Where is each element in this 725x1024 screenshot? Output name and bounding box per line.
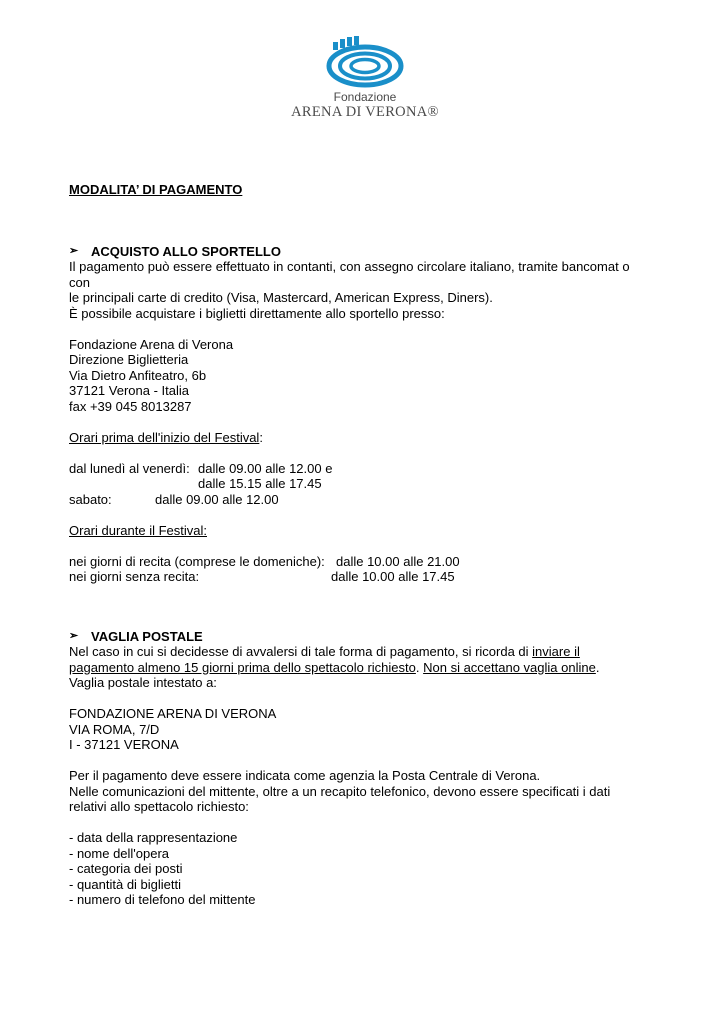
paragraph-line: Vaglia postale intestato a: — [69, 675, 217, 690]
section-heading-vaglia-text: VAGLIA POSTALE — [91, 628, 203, 644]
foundation-logo — [290, 36, 440, 126]
hours-performance-row — [69, 554, 669, 570]
address-line: I - 37121 VERONA — [69, 737, 179, 752]
arrow-bullet-icon: ➢ — [69, 244, 79, 257]
list-item: - quantità di biglietti — [69, 876, 182, 892]
hours-during-heading: Orari durante il Festival: — [69, 522, 207, 538]
address-line: 37121 Verona - Italia — [69, 383, 189, 398]
paragraph-line — [69, 644, 669, 660]
address-line: VIA ROMA, 7/D — [69, 721, 160, 737]
saturday-time: dalle 09.00 alle 12.00 — [155, 491, 279, 507]
text-run: . — [595, 659, 600, 675]
weekday-time-morning: dalle 09.00 alle 12.00 e — [198, 460, 333, 476]
paragraph-line: Il pagamento può essere effettuato in contanti, con assegno circolare italiano, tramite bancomat o — [69, 259, 630, 274]
paragraph-line: Per il pagamento deve essere indicata come agenzia la Posta Centrale di Verona. — [69, 768, 541, 783]
document-body — [69, 182, 669, 908]
weekday-label: dal lunedì al venerdì: — [69, 460, 190, 476]
paragraph-line: relativi allo spettacolo richiesto: — [69, 799, 249, 814]
performance-days-time: dalle 10.00 alle 21.00 — [336, 553, 460, 569]
hours-before-label: Orari prima dell'inizio del Festival — [69, 429, 260, 445]
underlined-text: inviare il — [532, 644, 580, 659]
list-item: - data della rappresentazione — [69, 830, 238, 845]
paragraph-line: Nelle comunicazioni del mittente, oltre a un recapito telefonico, devono essere specificati i dati — [69, 783, 611, 799]
text-run: Nel caso in cui si decidesse di avvalersi di tale forma di pagamento, si ricorda di — [69, 644, 533, 659]
paragraph-line: È possibile acquistare i biglietti direttamente allo sportello presso: — [69, 305, 445, 321]
hours-saturday-row — [69, 492, 669, 508]
list-item: - nome dell'opera — [69, 845, 170, 861]
arrow-bullet-icon: ➢ — [69, 629, 79, 642]
underlined-text: Non si accettano vaglia online — [423, 659, 596, 675]
list-item: - numero di telefono del mittente — [69, 892, 256, 907]
page-title: MODALITA’ DI PAGAMENTO — [69, 182, 243, 197]
hours-before-colon: : — [259, 429, 263, 445]
no-performance-label: nei giorni senza recita: — [69, 569, 200, 584]
section-heading-vaglia — [69, 629, 669, 645]
logo-line-fondazione: Fondazione — [333, 90, 397, 104]
saturday-label: sabato: — [69, 491, 112, 507]
no-performance-time: dalle 10.00 alle 17.45 — [331, 569, 455, 584]
list-item: - categoria dei posti — [69, 861, 183, 876]
arena-logo-icon — [325, 36, 405, 88]
address-line: Via Dietro Anfiteatro, 6b — [69, 367, 207, 383]
address-line: FONDAZIONE ARENA DI VERONA — [69, 706, 277, 721]
section-heading-sportello — [69, 244, 669, 260]
weekday-time-afternoon: dalle 15.15 alle 17.45 — [198, 476, 322, 491]
logo-line-arena: ARENA DI VERONA® — [291, 104, 439, 120]
hours-weekday-row-2 — [69, 476, 669, 492]
section-heading-sportello-text: ACQUISTO ALLO SPORTELLO — [91, 243, 281, 259]
underlined-text: pagamento almeno 15 giorni prima dello spettacolo richiesto — [69, 659, 416, 675]
address-line: fax +39 045 8013287 — [69, 398, 192, 414]
address-line: Fondazione Arena di Verona — [69, 336, 234, 352]
hours-weekday-row — [69, 461, 669, 477]
paragraph-line: le principali carte di credito (Visa, Mastercard, American Express, Diners). — [69, 290, 493, 305]
address-line: Direzione Biglietteria — [69, 352, 189, 367]
paragraph-line: con — [69, 274, 90, 290]
text-run: . — [415, 659, 424, 675]
paragraph-line — [69, 660, 669, 676]
performance-days-label: nei giorni di recita (comprese le domeniche): — [69, 553, 325, 569]
hours-before-heading — [69, 430, 669, 446]
hours-no-performance-row — [69, 569, 669, 585]
